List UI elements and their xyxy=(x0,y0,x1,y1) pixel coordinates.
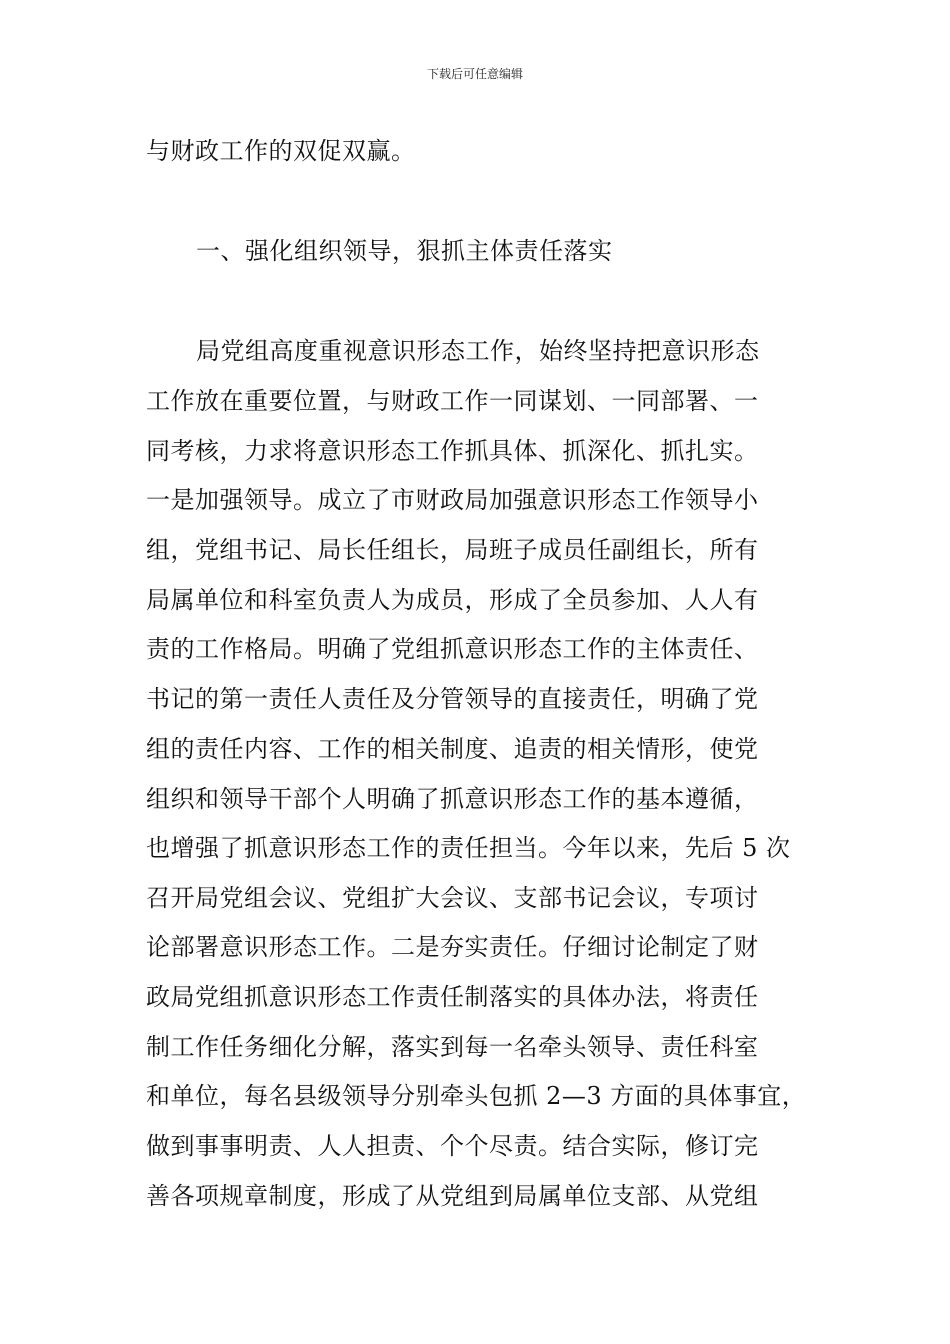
text-line: 组织和领导干部个人明确了抓意识形态工作的基本遵循， xyxy=(146,785,759,813)
text-line: 善各项规章制度，形成了从党组到局属单位支部、从党组 xyxy=(146,1182,759,1210)
text-line: 组，党组书记、局长任组长，局班子成员任副组长，所有 xyxy=(146,536,759,564)
text-line: 局党组高度重视意识形态工作，始终坚持把意识形态 xyxy=(196,337,760,365)
section-heading: 一、强化组织领导，狠抓主体责任落实 xyxy=(196,237,613,265)
text-line: 做到事事明责、人人担责、个个尽责。结合实际，修订完 xyxy=(146,1132,759,1160)
text-line: 局属单位和科室负责人为成员，形成了全员参加、人人有 xyxy=(146,586,759,614)
text-line: 责的工作格局。明确了党组抓意识形态工作的主体责任、 xyxy=(146,635,759,663)
text-line: 同考核，力求将意识形态工作抓具体、抓深化、抓扎实。 xyxy=(146,437,759,465)
text-line: 工作放在重要位置，与财政工作一同谋划、一同部署、一 xyxy=(146,387,759,415)
text-line: 召开局党组会议、党组扩大会议、支部书记会议，专项讨 xyxy=(146,884,759,912)
text-line: 组的责任内容、工作的相关制度、追责的相关情形，使党 xyxy=(146,735,759,763)
text-line: 论部署意识形态工作。二是夯实责任。仔细讨论制定了财 xyxy=(146,933,759,961)
text-line: 制工作任务细化分解，落实到每一名牵头领导、责任科室 xyxy=(146,1033,759,1061)
text-line: 也增强了抓意识形态工作的责任担当。今年以来，先后 5 次 xyxy=(146,834,791,862)
page-header: 下载后可任意编辑 xyxy=(426,67,523,81)
text-line: 政局党组抓意识形态工作责任制落实的具体办法，将责任 xyxy=(146,983,759,1011)
text-line: 一是加强领导。成立了市财政局加强意识形态工作领导小 xyxy=(146,486,759,514)
text-line: 与财政工作的双促双赢。 xyxy=(146,137,416,165)
text-line: 和单位，每名县级领导分别牵头包抓 2—3 方面的具体事宜， xyxy=(146,1082,807,1110)
text-line: 书记的第一责任人责任及分管领导的直接责任，明确了党 xyxy=(146,685,759,713)
